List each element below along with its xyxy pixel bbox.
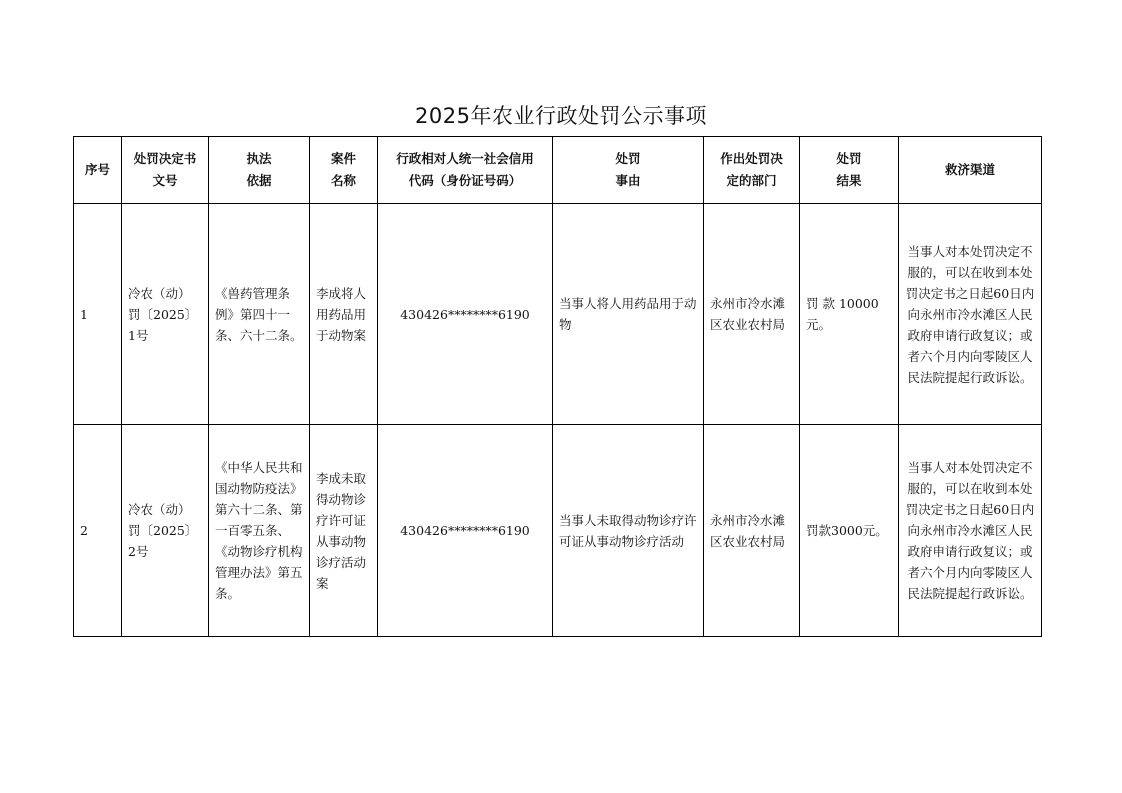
cell-penalty-reason: 当事人未取得动物诊疗许可证从事动物诊疗活动 — [553, 425, 704, 637]
header-decision-doc-no: 处罚决定书 文号 — [122, 137, 209, 204]
cell-case-name: 李成将人用药品用于动物案 — [310, 204, 378, 425]
header-remedy: 救济渠道 — [899, 137, 1042, 204]
cell-credit-code: 430426********6190 — [378, 425, 553, 637]
cell-department: 永州市冷水滩区农业农村局 — [704, 425, 800, 637]
header-legal-basis: 执法 依据 — [209, 137, 310, 204]
cell-credit-code: 430426********6190 — [378, 204, 553, 425]
cell-remedy: 当事人对本处罚决定不服的，可以在收到本处罚决定书之日起60日内向永州市冷水滩区人民政府申请行政复议；或者六个月内向零陵区人民法院提起行政诉讼。 — [899, 425, 1042, 637]
cell-penalty-result: 罚款3000元。 — [800, 425, 899, 637]
table-row — [74, 425, 1042, 637]
cell-department: 永州市冷水滩区农业农村局 — [704, 204, 800, 425]
header-department: 作出处罚决 定的部门 — [704, 137, 800, 204]
header-case-name: 案件 名称 — [310, 137, 378, 204]
cell-serial-no: 2 — [74, 425, 122, 637]
table-row — [74, 204, 1042, 425]
header-credit-code: 行政相对人统一社会信用 代码（身份证号码） — [378, 137, 553, 204]
cell-decision-doc-no: 冷农（动）罚〔2025〕1号 — [122, 204, 209, 425]
header-serial-no: 序号 — [74, 137, 122, 204]
cell-legal-basis: 《兽药管理条例》第四十一条、六十二条。 — [209, 204, 310, 425]
header-penalty-result: 处罚 结果 — [800, 137, 899, 204]
header-penalty-reason: 处罚 事由 — [553, 137, 704, 204]
cell-case-name: 李成未取得动物诊疗许可证从事动物诊疗活动案 — [310, 425, 378, 637]
header-row — [74, 137, 1042, 204]
cell-serial-no: 1 — [74, 204, 122, 425]
penalty-table — [73, 136, 1042, 637]
cell-penalty-reason: 当事人将人用药品用于动物 — [553, 204, 704, 425]
cell-decision-doc-no: 冷农（动）罚〔2025〕2号 — [122, 425, 209, 637]
cell-penalty-result: 罚 款 10000元。 — [800, 204, 899, 425]
cell-legal-basis: 《中华人民共和国动物防疫法》第六十二条、第一百零五条、《动物诊疗机构管理办法》第五条。 — [209, 425, 310, 637]
page-title: 2025年农业行政处罚公示事项 — [415, 104, 707, 128]
cell-remedy: 当事人对本处罚决定不服的，可以在收到本处罚决定书之日起60日内向永州市冷水滩区人民政府申请行政复议；或者六个月内向零陵区人民法院提起行政诉讼。 — [899, 204, 1042, 425]
